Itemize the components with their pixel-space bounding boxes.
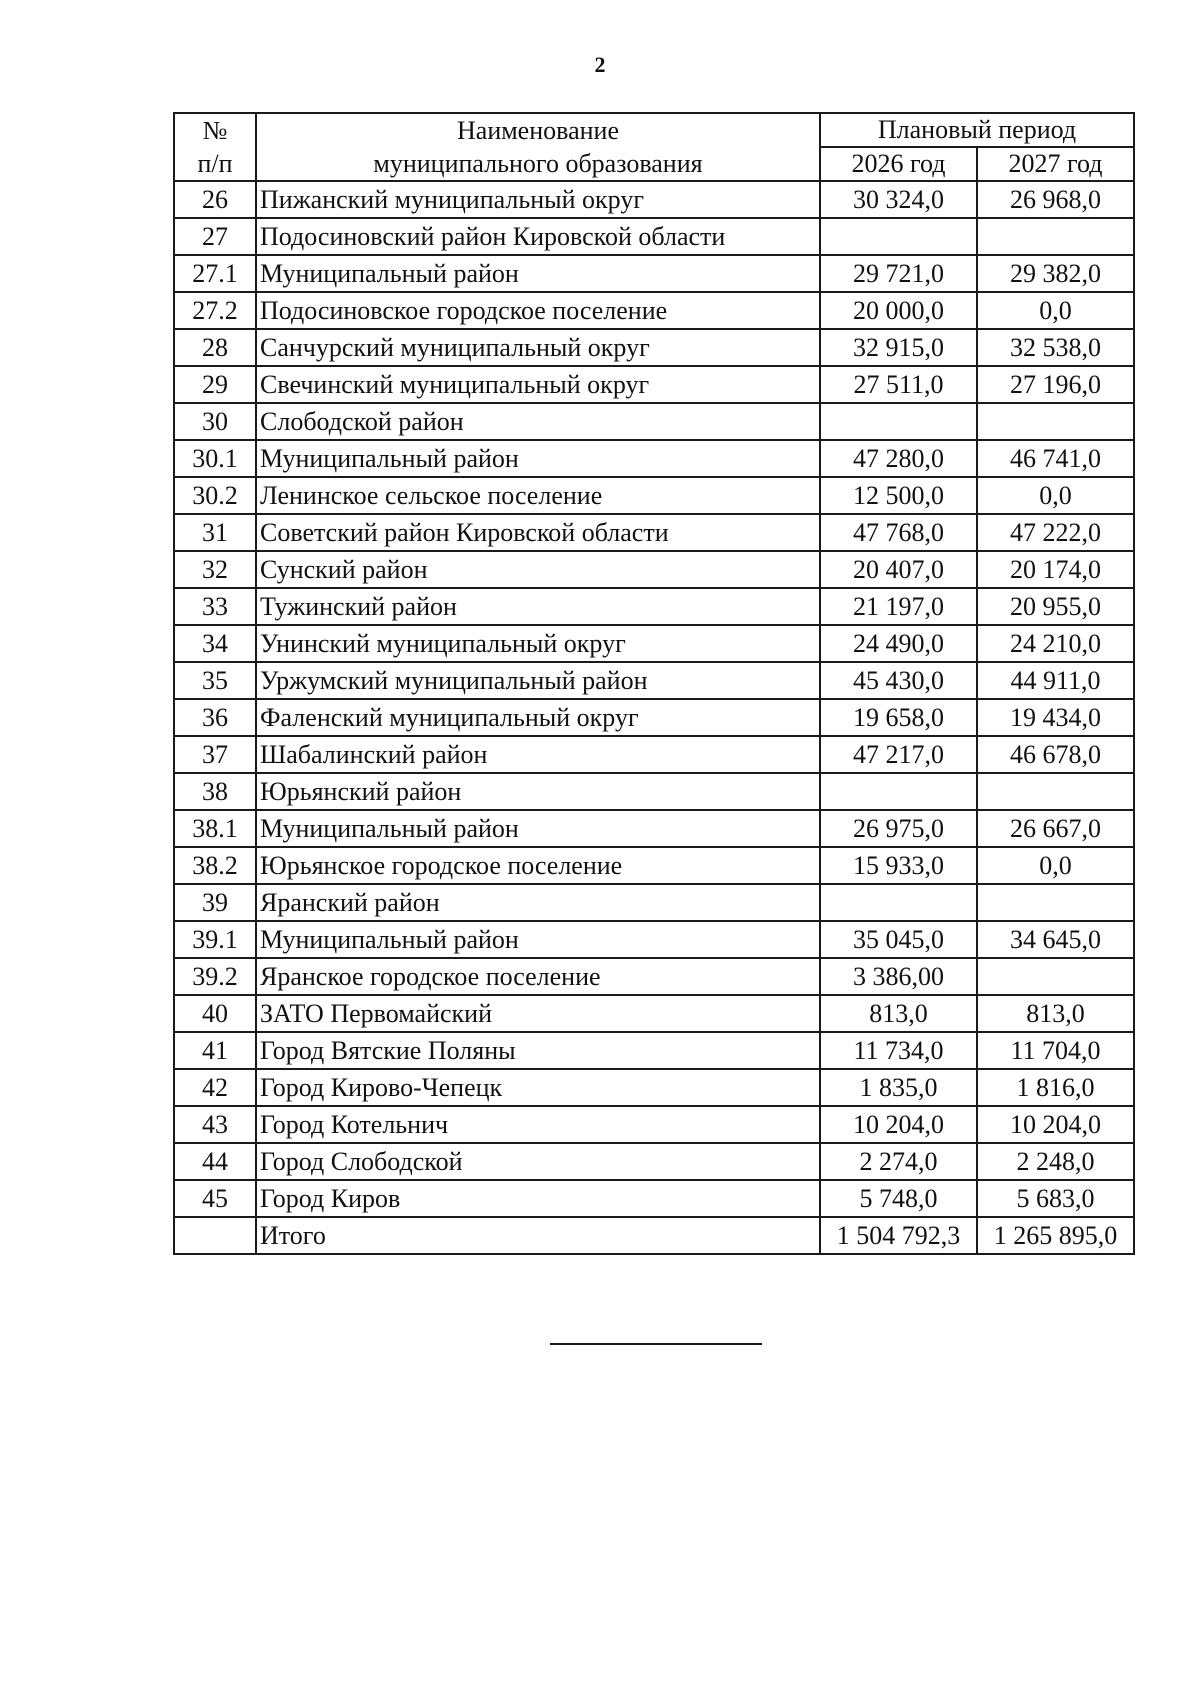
row-number: 36	[174, 699, 256, 736]
header-num	[174, 113, 256, 147]
municipality-name: Итого	[256, 1217, 820, 1254]
amount-2027	[977, 218, 1134, 255]
header-year-2027: 2027 год	[977, 147, 1134, 181]
amount-2027: 46 741,0	[977, 440, 1134, 477]
table-row	[174, 847, 1134, 884]
table-row	[174, 1143, 1134, 1180]
table-row	[174, 1180, 1134, 1217]
header-name-line1: Наименование	[457, 115, 619, 145]
municipality-name: Муниципальный район	[256, 921, 820, 958]
header-name	[256, 113, 820, 147]
municipality-name: ЗАТО Первомайский	[256, 995, 820, 1032]
header-period: Плановый период	[820, 113, 1134, 147]
table-row	[174, 255, 1134, 292]
row-number: 42	[174, 1069, 256, 1106]
table-row	[174, 699, 1134, 736]
table-row	[174, 736, 1134, 773]
table-row	[174, 773, 1134, 810]
amount-2027: 0,0	[977, 847, 1134, 884]
amount-2027: 10 204,0	[977, 1106, 1134, 1143]
amount-2026	[820, 403, 977, 440]
municipality-name: Подосиновское городское поселение	[256, 292, 820, 329]
table-row	[174, 477, 1134, 514]
municipality-name: Унинский муниципальный округ	[256, 625, 820, 662]
amount-2026: 11 734,0	[820, 1032, 977, 1069]
amount-2026: 24 490,0	[820, 625, 977, 662]
amount-2026	[820, 773, 977, 810]
table-row	[174, 625, 1134, 662]
municipality-name: Санчурский муниципальный округ	[256, 329, 820, 366]
table-row	[174, 884, 1134, 921]
amount-2026: 32 915,0	[820, 329, 977, 366]
table-body	[174, 181, 1134, 1254]
table-row	[174, 218, 1134, 255]
amount-2027: 20 955,0	[977, 588, 1134, 625]
municipality-name: Пижанский муниципальный округ	[256, 181, 820, 218]
table-row	[174, 1069, 1134, 1106]
row-number: 43	[174, 1106, 256, 1143]
amount-2027: 32 538,0	[977, 329, 1134, 366]
table-row	[174, 810, 1134, 847]
row-number: 27.2	[174, 292, 256, 329]
municipality-name: Город Котельнич	[256, 1106, 820, 1143]
municipality-name: Слободской район	[256, 403, 820, 440]
amount-2026: 1 835,0	[820, 1069, 977, 1106]
row-number: 39.2	[174, 958, 256, 995]
amount-2027	[977, 403, 1134, 440]
total-row	[174, 1217, 1134, 1254]
amount-2027: 1 265 895,0	[977, 1217, 1134, 1254]
row-number: 29	[174, 366, 256, 403]
municipality-name: Муниципальный район	[256, 810, 820, 847]
header-name-line2: муниципального образования	[373, 148, 703, 178]
amount-2027: 11 704,0	[977, 1032, 1134, 1069]
municipality-name: Город Вятские Поляны	[256, 1032, 820, 1069]
amount-2027: 44 911,0	[977, 662, 1134, 699]
table-row	[174, 514, 1134, 551]
table-row	[174, 995, 1134, 1032]
municipality-name: Уржумский муниципальный район	[256, 662, 820, 699]
header-num-line2: п/п	[197, 148, 233, 178]
table-row	[174, 662, 1134, 699]
amount-2026: 27 511,0	[820, 366, 977, 403]
municipality-name: Город Киров	[256, 1180, 820, 1217]
amount-2027: 47 222,0	[977, 514, 1134, 551]
row-number: 38.1	[174, 810, 256, 847]
table-row	[174, 403, 1134, 440]
municipality-name: Яранское городское поселение	[256, 958, 820, 995]
table-row	[174, 440, 1134, 477]
header-num-cont	[174, 147, 256, 181]
municipality-name: Подосиновский район Кировской области	[256, 218, 820, 255]
row-number: 39.1	[174, 921, 256, 958]
amount-2026: 45 430,0	[820, 662, 977, 699]
row-number: 45	[174, 1180, 256, 1217]
table-row	[174, 366, 1134, 403]
amount-2026: 29 721,0	[820, 255, 977, 292]
amount-2027: 26 667,0	[977, 810, 1134, 847]
municipality-name: Муниципальный район	[256, 440, 820, 477]
amount-2026: 19 658,0	[820, 699, 977, 736]
amount-2027: 1 816,0	[977, 1069, 1134, 1106]
amount-2027: 20 174,0	[977, 551, 1134, 588]
amount-2027: 24 210,0	[977, 625, 1134, 662]
amount-2026: 3 386,00	[820, 958, 977, 995]
municipality-name: Яранский район	[256, 884, 820, 921]
amount-2026: 20 000,0	[820, 292, 977, 329]
amount-2027	[977, 958, 1134, 995]
amount-2027: 813,0	[977, 995, 1134, 1032]
amount-2026: 21 197,0	[820, 588, 977, 625]
municipality-name: Тужинский район	[256, 588, 820, 625]
amount-2026: 813,0	[820, 995, 977, 1032]
amount-2027	[977, 884, 1134, 921]
header-num-line1: №	[202, 115, 228, 145]
header-year-2026: 2026 год	[820, 147, 977, 181]
table-row	[174, 958, 1134, 995]
header-name-cont	[256, 147, 820, 181]
row-number: 33	[174, 588, 256, 625]
amount-2026: 26 975,0	[820, 810, 977, 847]
row-number: 30	[174, 403, 256, 440]
amount-2027	[977, 773, 1134, 810]
amount-2026: 20 407,0	[820, 551, 977, 588]
municipality-name: Муниципальный район	[256, 255, 820, 292]
municipality-name: Юрьянское городское поселение	[256, 847, 820, 884]
row-number: 27.1	[174, 255, 256, 292]
municipality-name: Ленинское сельское поселение	[256, 477, 820, 514]
row-number: 32	[174, 551, 256, 588]
amount-2026: 30 324,0	[820, 181, 977, 218]
amount-2027: 46 678,0	[977, 736, 1134, 773]
table-row	[174, 1106, 1134, 1143]
amount-2027: 0,0	[977, 477, 1134, 514]
table-row	[174, 292, 1134, 329]
row-number: 38	[174, 773, 256, 810]
amount-2026: 1 504 792,3	[820, 1217, 977, 1254]
municipality-name: Советский район Кировской области	[256, 514, 820, 551]
table-row	[174, 329, 1134, 366]
amount-2027: 29 382,0	[977, 255, 1134, 292]
amount-2027: 2 248,0	[977, 1143, 1134, 1180]
table-row	[174, 551, 1134, 588]
table-header	[174, 113, 1134, 181]
amount-2026: 47 768,0	[820, 514, 977, 551]
row-number: 37	[174, 736, 256, 773]
row-number: 44	[174, 1143, 256, 1180]
municipality-name: Фаленский муниципальный округ	[256, 699, 820, 736]
amount-2027: 0,0	[977, 292, 1134, 329]
amount-2026: 12 500,0	[820, 477, 977, 514]
table-row	[174, 1032, 1134, 1069]
municipality-name: Город Слободской	[256, 1143, 820, 1180]
amount-2026	[820, 218, 977, 255]
amount-2027: 27 196,0	[977, 366, 1134, 403]
amount-2026: 47 280,0	[820, 440, 977, 477]
municipality-name: Юрьянский район	[256, 773, 820, 810]
row-number: 34	[174, 625, 256, 662]
table-row	[174, 181, 1134, 218]
row-number: 28	[174, 329, 256, 366]
row-number: 26	[174, 181, 256, 218]
table-row	[174, 921, 1134, 958]
amount-2026: 35 045,0	[820, 921, 977, 958]
municipality-name: Свечинский муниципальный округ	[256, 366, 820, 403]
amount-2026: 47 217,0	[820, 736, 977, 773]
row-number: 41	[174, 1032, 256, 1069]
row-number: 35	[174, 662, 256, 699]
row-number: 30.1	[174, 440, 256, 477]
page-number: 2	[594, 52, 606, 77]
amount-2027: 5 683,0	[977, 1180, 1134, 1217]
amount-2027: 26 968,0	[977, 181, 1134, 218]
municipality-name: Сунский район	[256, 551, 820, 588]
end-divider-line	[550, 1343, 762, 1345]
amount-2027: 34 645,0	[977, 921, 1134, 958]
row-number: 38.2	[174, 847, 256, 884]
amount-2026: 2 274,0	[820, 1143, 977, 1180]
row-number: 40	[174, 995, 256, 1032]
municipality-name: Шабалинский район	[256, 736, 820, 773]
budget-table	[173, 112, 1135, 1255]
amount-2026: 5 748,0	[820, 1180, 977, 1217]
amount-2026: 15 933,0	[820, 847, 977, 884]
amount-2026: 10 204,0	[820, 1106, 977, 1143]
row-number: 30.2	[174, 477, 256, 514]
row-number: 31	[174, 514, 256, 551]
table-row	[174, 588, 1134, 625]
municipality-name: Город Кирово-Чепецк	[256, 1069, 820, 1106]
row-number: 27	[174, 218, 256, 255]
amount-2027: 19 434,0	[977, 699, 1134, 736]
amount-2026	[820, 884, 977, 921]
row-number: 39	[174, 884, 256, 921]
row-number	[174, 1217, 256, 1254]
